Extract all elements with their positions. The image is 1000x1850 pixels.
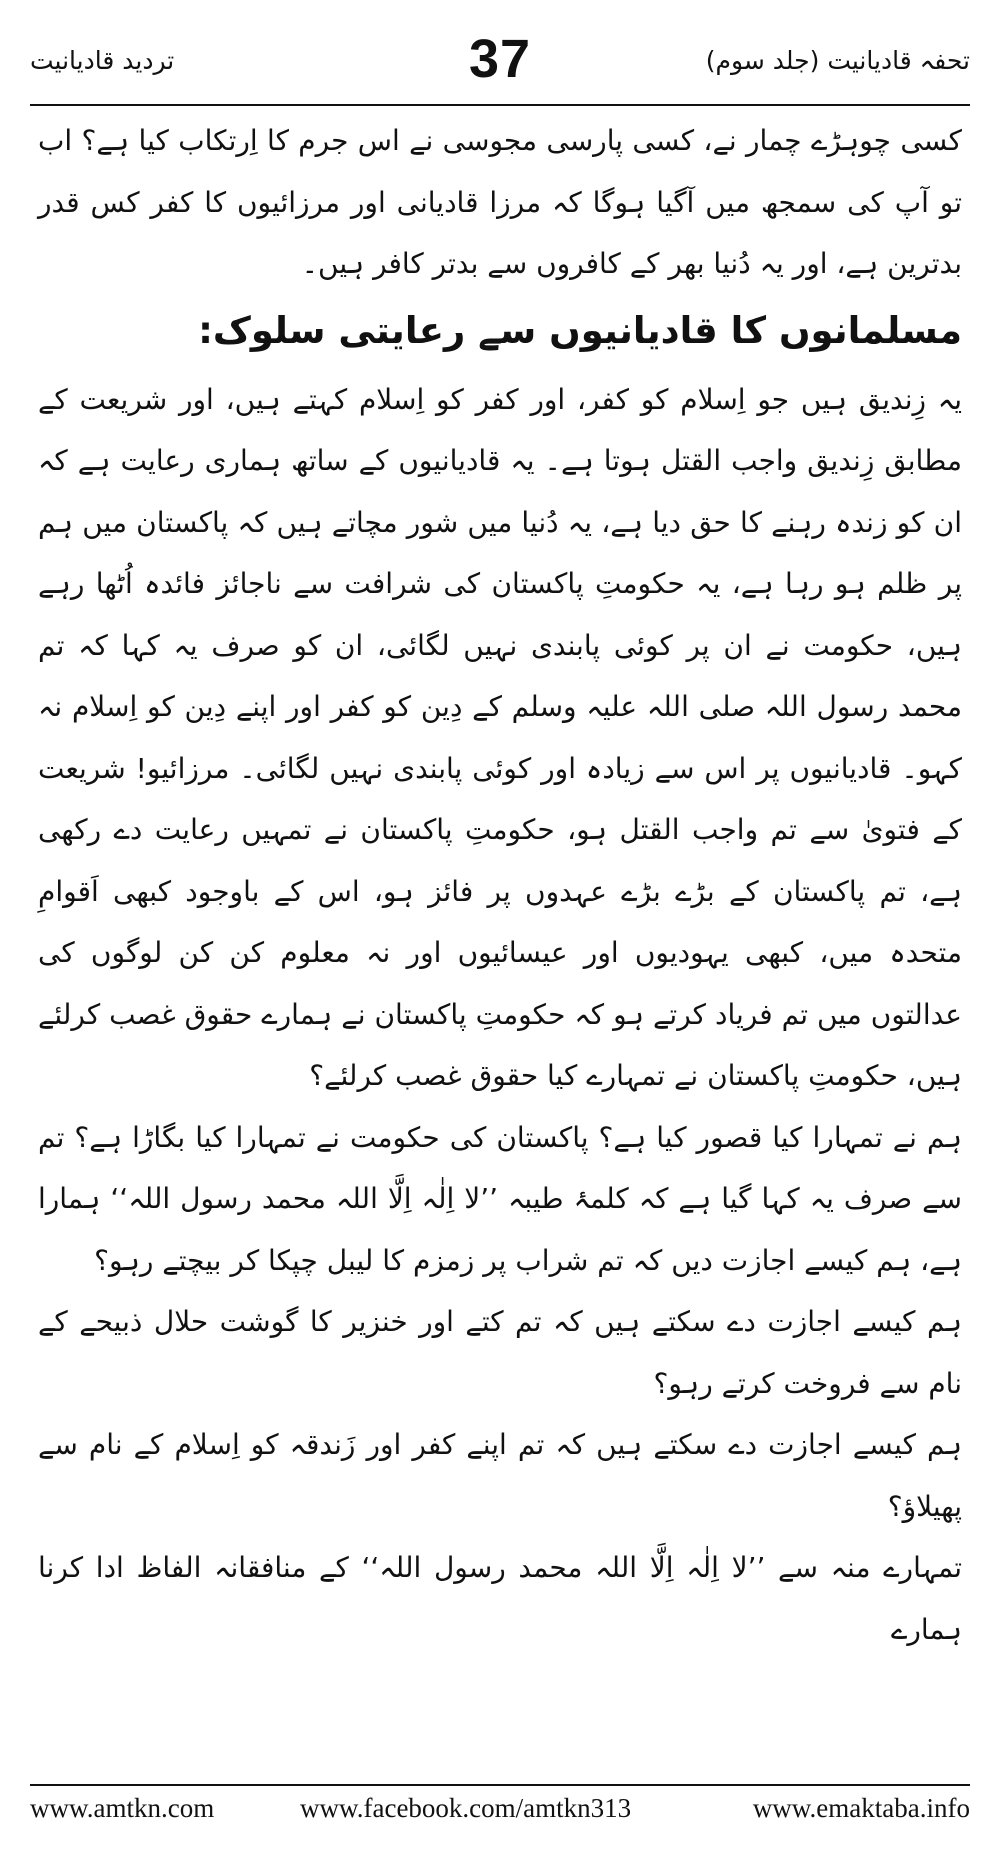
paragraph-2: یہ زِندیق ہیں جو اِسلام کو کفر، اور کفر کو اِسلام کہتے ہیں، اور شریعت کے مطابق زِندیق واجب القتل ہوتا ہے۔ یہ قادیانیوں کے ساتھ ہماری رعایت ہے کہ ان کو زندہ رہنے کا حق دیا ہے، یہ دُنیا میں شور مچاتے ہیں کہ پاکستان میں ہم پر ظلم ہو رہا ہے، یہ حکومتِ پاکستان کی شرافت سے ناجائز فائدہ اُٹھا رہے ہیں، حکومت نے ان پر کوئی پابندی نہیں لگائی، ان کو صرف یہ کہا کہ تم محمد رسول اللہ صلی اللہ علیہ وسلم کے دِین کو کفر اور اپنے دِین کو اِسلام نہ کہو۔ قادیانیوں پر اس سے زیادہ اور کوئی پابندی نہیں لگائی۔ مرزائیو! شریعت کے فتویٰ سے تم واجب القتل ہو، حکومتِ پاکستان نے تمہیں رعایت دے رکھی ہے، تم پاکستان کے بڑے بڑے عہدوں پر فائز ہو، اس کے باوجود کبھی اَقوامِ متحدہ میں، کبھی یہودیوں اور عیسائیوں اور نہ معلوم کن کن لوگوں کی عدالتوں میں تم فریاد کرتے ہو کہ حکومتِ پاکستان نے ہمارے حقوق غصب کرلئے ہیں، حکومتِ پاکستان نے تمہارے کیا حقوق غصب کرلئے؟: [38, 382, 962, 1092]
page-number: 37: [468, 29, 532, 89]
paragraph-5: ہم کیسے اجازت دے سکتے ہیں کہ تم اپنے کفر اور زَندقہ کو اِسلام کے نام سے پھیلاؤ؟: [38, 1428, 962, 1523]
paragraph-3: ہم نے تمہارا کیا قصور کیا ہے؟ پاکستان کی حکومت نے تمہارا کیا بگاڑا ہے؟ تم سے صرف یہ کہا گیا ہے کہ کلمۂ طیبہ ’’لا اِلٰہ اِلَّا اللہ محمد رسول اللہ‘‘ ہمارا ہے، ہم کیسے اجازت دیں کہ تم شراب پر زمزم کا لیبل چپکا کر بیچتے رہو؟: [38, 1120, 962, 1277]
book-title: تحفہ قادیانیت (جلد سوم): [705, 46, 970, 75]
paragraph-6: تمہارے منہ سے ’’لا اِلٰہ اِلَّا اللہ محمد رسول اللہ‘‘ کے منافقانہ الفاظ ادا کرنا ہمارے: [38, 1551, 962, 1646]
footer-link-amtkn[interactable]: www.amtkn.com: [30, 1793, 215, 1823]
footer-rule: [30, 1784, 970, 1786]
paragraph-1: کسی چوہڑے چمار نے، کسی پارسی مجوسی نے اس جرم کا اِرتکاب کیا ہے؟ اب تو آپ کی سمجھ میں آگیا ہوگا کہ مرزا قادیانی اور مرزائیوں کا کفر کس قدر بدترین ہے، اور یہ دُنیا بھر کے کافروں سے بدتر کافر ہیں۔: [38, 124, 962, 280]
footer-link-facebook[interactable]: www.facebook.com/amtkn313: [300, 1793, 632, 1823]
section-heading: مسلمانوں کا قادیانیوں سے رعایتی سلوک:: [198, 308, 962, 352]
section-title: تردید قادیانیت: [30, 46, 175, 75]
paragraph-4: ہم کیسے اجازت دے سکتے ہیں کہ تم کتے اور خنزیر کا گوشت حلال ذبیحے کے نام سے فروخت کرتے رہو؟: [38, 1305, 962, 1400]
page-body: [38, 110, 962, 1770]
page-header: [30, 28, 970, 98]
page-footer: [30, 1793, 970, 1833]
footer-link-emaktaba[interactable]: www.emaktaba.info: [752, 1793, 970, 1823]
header-rule: [30, 104, 970, 106]
